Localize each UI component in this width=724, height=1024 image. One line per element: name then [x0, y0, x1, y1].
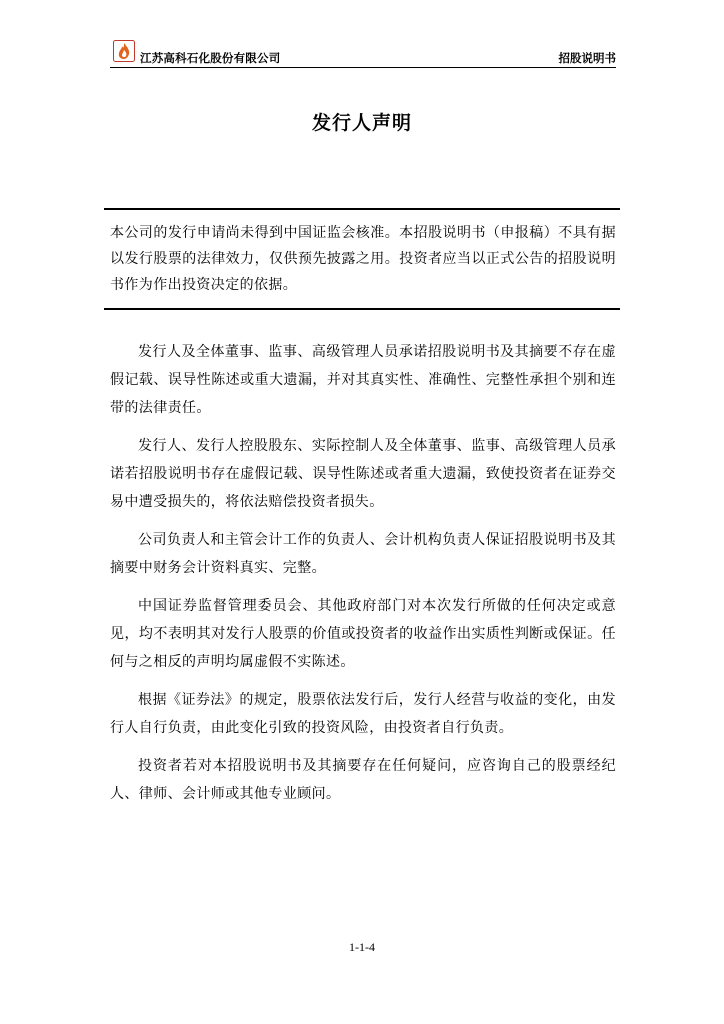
page-number: 1-1-4 [349, 940, 375, 954]
paragraph: 中国证券监督管理委员会、其他政府部门对本次发行所做的任何决定或意见，均不表明其对发行人股票的价值或投资者的收益作出实质性判断或保证。任何与之相反的声明均属虚假不实陈述。 [110, 598, 616, 670]
document-type: 招股说明书 [558, 51, 616, 65]
header-rule [110, 67, 616, 68]
paragraph: 发行人及全体董事、监事、高级管理人员承诺招股说明书及其摘要不存在虚假记载、误导性陈述或重大遗漏，并对其真实性、准确性、完整性承担个别和连带的法律责任。 [110, 344, 616, 416]
notice-text: 本公司的发行申请尚未得到中国证监会核准。本招股说明书（申报稿）不具有据以发行股票的法律效力，仅供预先披露之用。投资者应当以正式公告的招股说明书作为作出投资决定的依据。 [110, 225, 616, 293]
company-name: 江苏高科石化股份有限公司 [140, 51, 281, 65]
flame-logo-icon [113, 40, 135, 62]
page-title: 发行人声明 [311, 112, 412, 134]
page-header [110, 38, 616, 68]
paragraph: 发行人、发行人控股股东、实际控制人及全体董事、监事、高级管理人员承诺若招股说明书存在虚假记载、误导性陈述或者重大遗漏，致使投资者在证券交易中遭受损失的，将依法赔偿投资者损失。 [110, 438, 616, 510]
paragraph: 投资者若对本招股说明书及其摘要存在任何疑问，应咨询自己的股票经纪人、律师、会计师或其他专业顾问。 [110, 758, 616, 802]
paragraph: 公司负责人和主管会计工作的负责人、会计机构负责人保证招股说明书及其摘要中财务会计资料真实、完整。 [110, 532, 616, 576]
declaration-body [110, 338, 616, 818]
paragraph: 根据《证券法》的规定，股票依法发行后，发行人经营与收益的变化，由发行人自行负责，由此变化引致的投资风险，由投资者自行负责。 [110, 692, 616, 736]
notice-box [104, 208, 620, 310]
